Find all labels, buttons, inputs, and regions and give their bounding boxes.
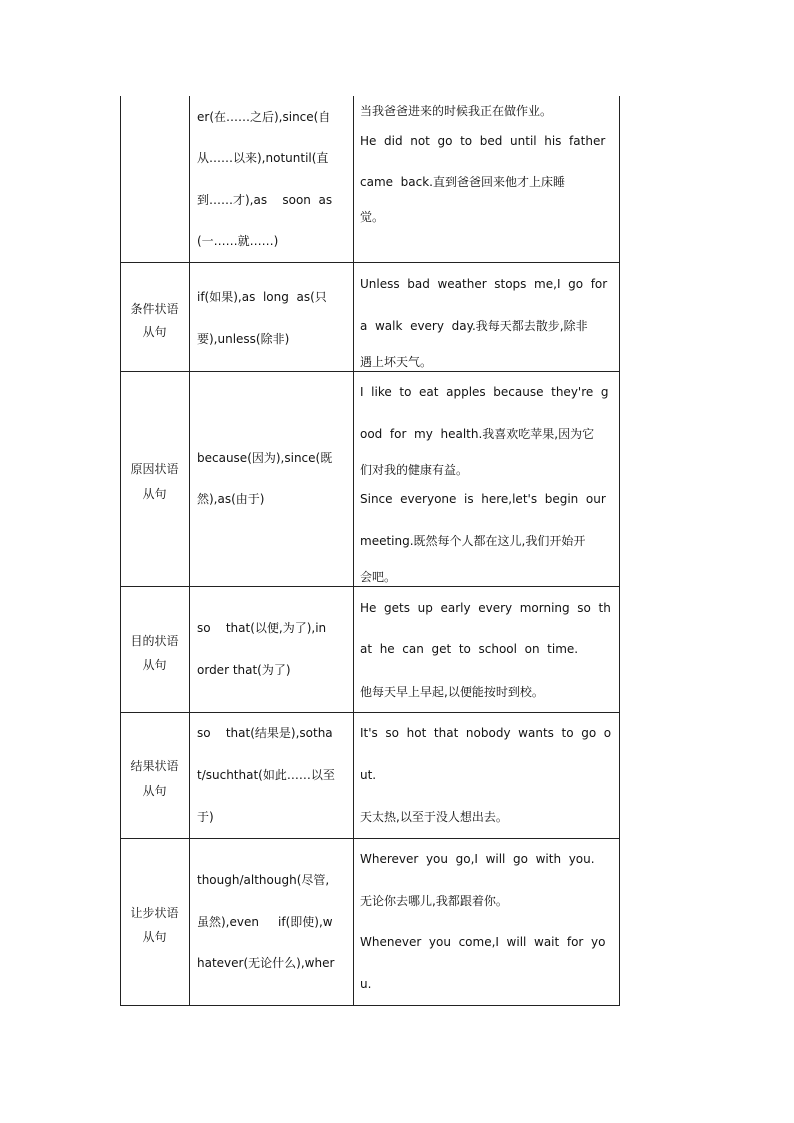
clause-type-label: 结果状语: [130, 759, 179, 773]
conjunction-text: er(在……之后),since(自: [197, 110, 331, 124]
example-text: Since everyone is here,let's begin our: [360, 492, 606, 506]
example-text: Unless bad weather stops me,I go for: [360, 277, 608, 291]
clause-type-label: 从句: [142, 784, 167, 798]
example-text: He did not go to bed until his father: [360, 134, 606, 148]
example-text: ood for my health.我喜欢吃苹果,因为它: [360, 427, 595, 441]
row-border: [120, 586, 620, 587]
example-text: Whenever you come,I will wait for yo: [360, 935, 606, 949]
row-border: [120, 371, 620, 372]
example-text: 们对我的健康有益。: [360, 463, 469, 477]
example-text: 无论你去哪儿,我都跟着你。: [360, 894, 508, 908]
conjunction-text: order that(为了): [197, 663, 291, 677]
table-border-col2: [353, 96, 354, 1006]
conjunction-text: 从……以来),notuntil(直: [197, 151, 329, 165]
conjunction-text: though/although(尽管,: [197, 873, 330, 887]
conjunction-text: (一……就……): [197, 234, 279, 248]
clause-type-label: 从句: [142, 487, 167, 501]
clause-type-label: 让步状语: [130, 906, 179, 920]
conjunction-text: hatever(无论什么),wher: [197, 956, 335, 970]
example-text: I like to eat apples because they're g: [360, 385, 609, 399]
conjunction-text: 然),as(由于): [197, 492, 265, 506]
example-text: He gets up early every morning so th: [360, 601, 611, 615]
example-text: 会吧。: [360, 570, 397, 584]
table-border-bottom: [120, 1005, 620, 1006]
conjunction-text: t/suchthat(如此……以至: [197, 768, 335, 782]
example-text: 当我爸爸进来的时候我正在做作业。: [360, 104, 553, 118]
example-text: meeting.既然每个人都在这儿,我们开始开: [360, 534, 586, 548]
clause-type-label: 从句: [142, 658, 167, 672]
row-border: [120, 838, 620, 839]
example-text: ut.: [360, 768, 377, 782]
example-text: came back.直到爸爸回来他才上床睡: [360, 175, 565, 189]
conjunction-text: 到……才),as soon as: [197, 193, 333, 207]
example-text: Wherever you go,I will go with you.: [360, 852, 595, 866]
table-border-right: [619, 96, 620, 1006]
conjunction-text: 于): [197, 810, 214, 824]
example-text: at he can get to school on time.: [360, 642, 579, 656]
example-text: a walk every day.我每天都去散步,除非: [360, 319, 588, 333]
example-text: u.: [360, 977, 372, 991]
adverbial-clause-table: [120, 96, 620, 1006]
example-text: 觉。: [360, 210, 385, 224]
clause-type-label: 从句: [142, 325, 167, 339]
conjunction-text: 虽然),even if(即使),w: [197, 915, 333, 929]
conjunction-text: so that(以便,为了),in: [197, 621, 327, 635]
conjunction-text: because(因为),since(既: [197, 451, 333, 465]
clause-type-label: 从句: [142, 930, 167, 944]
row-border: [120, 262, 620, 263]
clause-type-label: 原因状语: [130, 462, 179, 476]
conjunction-text: if(如果),as long as(只: [197, 290, 327, 304]
example-text: 他每天早上早起,以便能按时到校。: [360, 685, 544, 699]
conjunction-text: so that(结果是),sotha: [197, 726, 333, 740]
example-text: 天太热,以至于没人想出去。: [360, 810, 508, 824]
example-text: It's so hot that nobody wants to go o: [360, 726, 612, 740]
conjunction-text: 要),unless(除非): [197, 332, 290, 346]
row-border: [120, 712, 620, 713]
clause-type-label: 目的状语: [130, 634, 179, 648]
clause-type-label: 条件状语: [130, 302, 179, 316]
example-text: 遇上坏天气。: [360, 355, 433, 369]
table-border-col1: [189, 96, 190, 1006]
table-border-left: [120, 96, 121, 1006]
